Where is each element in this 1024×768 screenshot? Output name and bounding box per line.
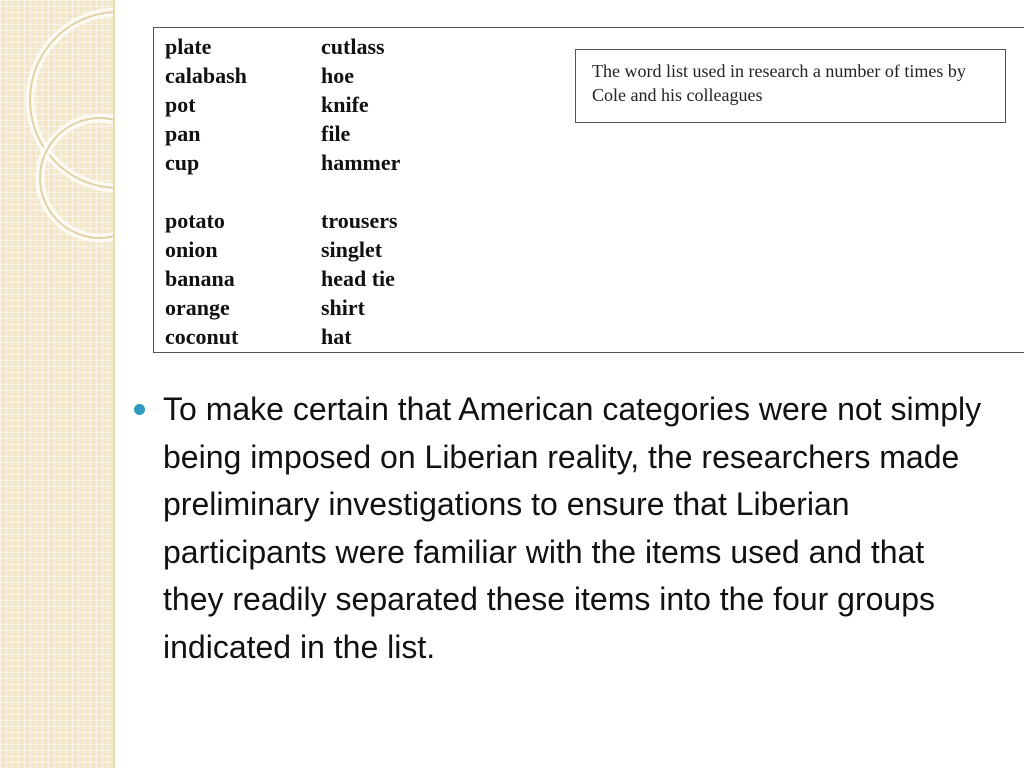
word-column-2 bbox=[321, 32, 400, 351]
word-item: coconut bbox=[165, 324, 239, 349]
word-item: hoe bbox=[321, 63, 354, 88]
word-item: hat bbox=[321, 324, 352, 349]
decorative-rings bbox=[0, 0, 113, 768]
bullet-point bbox=[128, 386, 988, 671]
word-item: banana bbox=[165, 266, 235, 291]
caption-text: The word list used in research a number of times by Cole and his colleagues bbox=[592, 61, 966, 105]
bullet-marker bbox=[134, 404, 145, 415]
word-item: cup bbox=[165, 150, 200, 175]
word-item: orange bbox=[165, 295, 230, 320]
bullet-text: To make certain that American categories were not simply being imposed on Liberian reality, the researchers made preliminary investigations to ensure that Liberian participants were familiar with the items used and that they readily separated these items into the four groups indicated in the list. bbox=[163, 391, 982, 665]
word-item: head tie bbox=[321, 266, 395, 291]
word-item: potato bbox=[165, 208, 225, 233]
word-item: cutlass bbox=[321, 34, 385, 59]
decorative-sidebar bbox=[0, 0, 115, 768]
word-item: pot bbox=[165, 92, 196, 117]
word-item: singlet bbox=[321, 237, 383, 262]
word-item: file bbox=[321, 121, 351, 146]
word-item: trousers bbox=[321, 208, 398, 233]
word-item: plate bbox=[165, 34, 212, 59]
word-item: onion bbox=[165, 237, 218, 262]
word-item: knife bbox=[321, 92, 369, 117]
word-item: pan bbox=[165, 121, 201, 146]
caption-box bbox=[575, 49, 1006, 123]
word-item: calabash bbox=[165, 63, 247, 88]
word-item: hammer bbox=[321, 150, 401, 175]
word-column-1 bbox=[165, 32, 247, 351]
word-item: shirt bbox=[321, 295, 365, 320]
